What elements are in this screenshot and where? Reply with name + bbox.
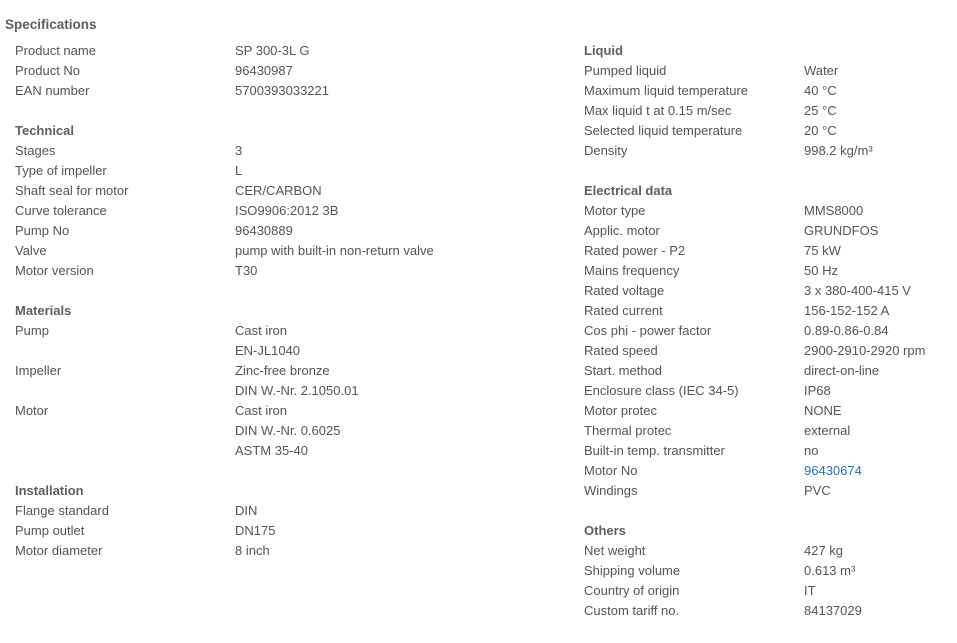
spec-value: IP68 (804, 383, 831, 398)
spec-row-rated-speed (584, 341, 954, 361)
spec-label: Motor No (584, 463, 638, 478)
spec-values (804, 381, 954, 401)
spec-value: MMS8000 (804, 203, 864, 218)
spec-value: no (804, 443, 819, 458)
spec-value: 20 °C (804, 123, 837, 138)
spec-values (804, 261, 954, 281)
spec-label: Motor (15, 403, 49, 418)
spec-values (804, 61, 954, 81)
spec-values (235, 541, 535, 561)
spec-row-pump (15, 321, 535, 361)
spec-row-built-in-temp-transmitter (584, 441, 954, 461)
spec-value: Water (804, 63, 839, 78)
spec-value: 96430889 (235, 223, 293, 238)
spec-values (804, 341, 954, 361)
spec-row-enclosure-class-iec-34-5 (584, 381, 954, 401)
spec-label: Mains frequency (584, 263, 680, 278)
page-title: Specifications (5, 17, 97, 32)
spec-label: Stages (15, 143, 56, 158)
spec-row-windings (584, 481, 954, 501)
right-column (584, 41, 954, 641)
spec-label: Type of impeller (15, 163, 107, 178)
spec-row-motor-type (584, 201, 954, 221)
spec-value: 50 Hz (804, 263, 838, 278)
spec-label: Custom tariff no. (584, 603, 680, 618)
spec-row-shaft-seal-for-motor (15, 181, 535, 201)
spec-values (235, 161, 535, 181)
spec-row-custom-tariff-no (584, 601, 954, 621)
spec-row-motor-version (15, 261, 535, 281)
spec-label: Pump (15, 323, 49, 338)
section-title: Technical (15, 123, 75, 138)
spec-value: DIN W.-Nr. 2.1050.01 (235, 383, 359, 398)
spec-label: Shipping volume (584, 563, 681, 578)
spec-row-thermal-protec (584, 421, 954, 441)
spec-row-impeller (15, 361, 535, 401)
spec-value: EN-JL1040 (235, 343, 301, 358)
spec-value: 2900-2910-2920 rpm (804, 343, 926, 358)
spec-value: ASTM 35-40 (235, 443, 308, 458)
spec-row-ean-number (15, 81, 535, 101)
spec-values (804, 201, 954, 221)
spec-values (235, 401, 535, 461)
spec-row-applic-motor (584, 221, 954, 241)
spec-values (804, 601, 954, 621)
spec-label: Density (584, 143, 628, 158)
spec-value: DIN W.-Nr. 0.6025 (235, 423, 341, 438)
spec-label: Motor diameter (15, 543, 103, 558)
spec-value: 40 °C (804, 83, 837, 98)
spec-value: L (235, 163, 243, 178)
spec-row-cos-phi-power-factor (584, 321, 954, 341)
spec-row-type-of-impeller (15, 161, 535, 181)
spec-row-selected-liquid-temperature (584, 121, 954, 141)
spec-values (804, 361, 954, 381)
spec-label: Country of origin (584, 583, 680, 598)
spec-row-country-of-origin (584, 581, 954, 601)
spec-values (235, 181, 535, 201)
spec-value: direct-on-line (804, 363, 880, 378)
spec-row-flange-standard (15, 501, 535, 521)
spec-label: Enclosure class (IEC 34-5) (584, 383, 739, 398)
spec-values (235, 361, 535, 401)
spec-value: 25 °C (804, 103, 837, 118)
spec-label: Selected liquid temperature (584, 123, 743, 138)
spec-values (235, 261, 535, 281)
spec-label: EAN number (15, 83, 90, 98)
spec-values (235, 81, 535, 101)
spec-label: Built-in temp. transmitter (584, 443, 725, 458)
spec-label: Motor type (584, 203, 646, 218)
section-title: Materials (15, 303, 72, 318)
spec-value: 0.613 m³ (804, 563, 856, 578)
section-technical (15, 121, 535, 281)
spec-value: 0.89-0.86-0.84 (804, 323, 889, 338)
spec-label: Curve tolerance (15, 203, 107, 218)
spec-values (804, 101, 954, 121)
spec-value: 5700393033221 (235, 83, 329, 98)
spec-value: ISO9906:2012 3B (235, 203, 339, 218)
spec-label: Rated speed (584, 343, 658, 358)
spec-row-start-method (584, 361, 954, 381)
spec-label: Pumped liquid (584, 63, 667, 78)
spec-values (235, 321, 535, 361)
spec-value: 427 kg (804, 543, 844, 558)
spec-values (804, 461, 954, 481)
spec-values (235, 521, 535, 541)
spec-value: IT (804, 583, 816, 598)
section-title: Installation (15, 483, 84, 498)
spec-label: Max liquid t at 0.15 m/sec (584, 103, 732, 118)
spec-values (804, 241, 954, 261)
spec-values (235, 61, 535, 81)
spec-values (804, 561, 954, 581)
spec-label: Rated power - P2 (584, 243, 686, 258)
spec-values (804, 221, 954, 241)
spec-label: Product name (15, 43, 96, 58)
spec-label: Pump outlet (15, 523, 85, 538)
section-title: Electrical data (584, 183, 673, 198)
spec-value: Cast iron (235, 323, 288, 338)
spec-label: Flange standard (15, 503, 109, 518)
spec-row-net-weight (584, 541, 954, 561)
spec-row-curve-tolerance (15, 201, 535, 221)
spec-row-motor (15, 401, 535, 461)
spec-label: Maximum liquid temperature (584, 83, 749, 98)
left-column (15, 41, 535, 581)
section-liquid (584, 41, 954, 161)
spec-values (804, 121, 954, 141)
spec-values (804, 541, 954, 561)
spec-values (235, 201, 535, 221)
spec-row-product-name (15, 41, 535, 61)
spec-label: Applic. motor (584, 223, 660, 238)
spec-value: 3 x 380-400-415 V (804, 283, 911, 298)
spec-value-link[interactable]: 96430674 (804, 463, 862, 478)
section-electrical-data (584, 181, 954, 501)
section-title: Liquid (584, 43, 623, 58)
spec-row-rated-power-p2 (584, 241, 954, 261)
spec-row-pump-outlet (15, 521, 535, 541)
spec-values (804, 481, 954, 501)
spec-value: 3 (235, 143, 243, 158)
spec-values (804, 321, 954, 341)
spec-value: 75 kW (804, 243, 841, 258)
spec-value: 96430987 (235, 63, 293, 78)
spec-label: Rated voltage (584, 283, 665, 298)
spec-label: Impeller (15, 363, 62, 378)
spec-row-pumped-liquid (584, 61, 954, 81)
spec-label: Product No (15, 63, 81, 78)
spec-value: pump with built-in non-return valve (235, 243, 434, 258)
spec-row-shipping-volume (584, 561, 954, 581)
spec-row-rated-current (584, 301, 954, 321)
spec-value: SP 300-3L G (235, 43, 310, 58)
spec-values (235, 221, 535, 241)
section-installation (15, 481, 535, 561)
section-title: Others (584, 523, 626, 538)
spec-value: CER/CARBON (235, 183, 322, 198)
spec-value: GRUNDFOS (804, 223, 879, 238)
spec-value: PVC (804, 483, 831, 498)
spec-row-pump-no (15, 221, 535, 241)
spec-values (804, 141, 954, 161)
spec-label: Start. method (584, 363, 663, 378)
spec-values (804, 421, 954, 441)
spec-row-max-liquid-t-at-0-15-m-sec (584, 101, 954, 121)
spec-label: Cos phi - power factor (584, 323, 712, 338)
spec-values (235, 141, 535, 161)
spec-label: Rated current (584, 303, 663, 318)
spec-values (235, 41, 535, 61)
spec-row-mains-frequency (584, 261, 954, 281)
spec-label: Motor version (15, 263, 94, 278)
spec-label: Net weight (584, 543, 646, 558)
spec-values (804, 581, 954, 601)
spec-label: Shaft seal for motor (15, 183, 129, 198)
spec-row-valve (15, 241, 535, 261)
spec-label: Motor protec (584, 403, 657, 418)
spec-values (235, 501, 535, 521)
spec-row-density (584, 141, 954, 161)
spec-value: 156-152-152 A (804, 303, 890, 318)
spec-value: 8 inch (235, 543, 270, 558)
spec-label: Windings (584, 483, 638, 498)
spec-row-motor-protec (584, 401, 954, 421)
spec-row-stages (15, 141, 535, 161)
spec-values (804, 441, 954, 461)
spec-row-maximum-liquid-temperature (584, 81, 954, 101)
section-general (15, 41, 535, 101)
spec-values (235, 241, 535, 261)
spec-value: Cast iron (235, 403, 288, 418)
spec-value: 84137029 (804, 603, 862, 618)
spec-row-motor-diameter (15, 541, 535, 561)
spec-value: NONE (804, 403, 842, 418)
spec-value: external (804, 423, 851, 438)
spec-values (804, 401, 954, 421)
spec-value: DN175 (235, 523, 276, 538)
spec-value: T30 (235, 263, 258, 278)
spec-row-product-no (15, 61, 535, 81)
spec-row-rated-voltage (584, 281, 954, 301)
spec-label: Thermal protec (584, 423, 672, 438)
spec-values (804, 281, 954, 301)
section-others (584, 521, 954, 621)
spec-values (804, 301, 954, 321)
spec-value: 998.2 kg/m³ (804, 143, 873, 158)
spec-values (804, 81, 954, 101)
spec-value: Zinc-free bronze (235, 363, 330, 378)
spec-label: Valve (15, 243, 47, 258)
spec-label: Pump No (15, 223, 70, 238)
section-materials (15, 301, 535, 461)
spec-value: DIN (235, 503, 258, 518)
spec-row-motor-no (584, 461, 954, 481)
